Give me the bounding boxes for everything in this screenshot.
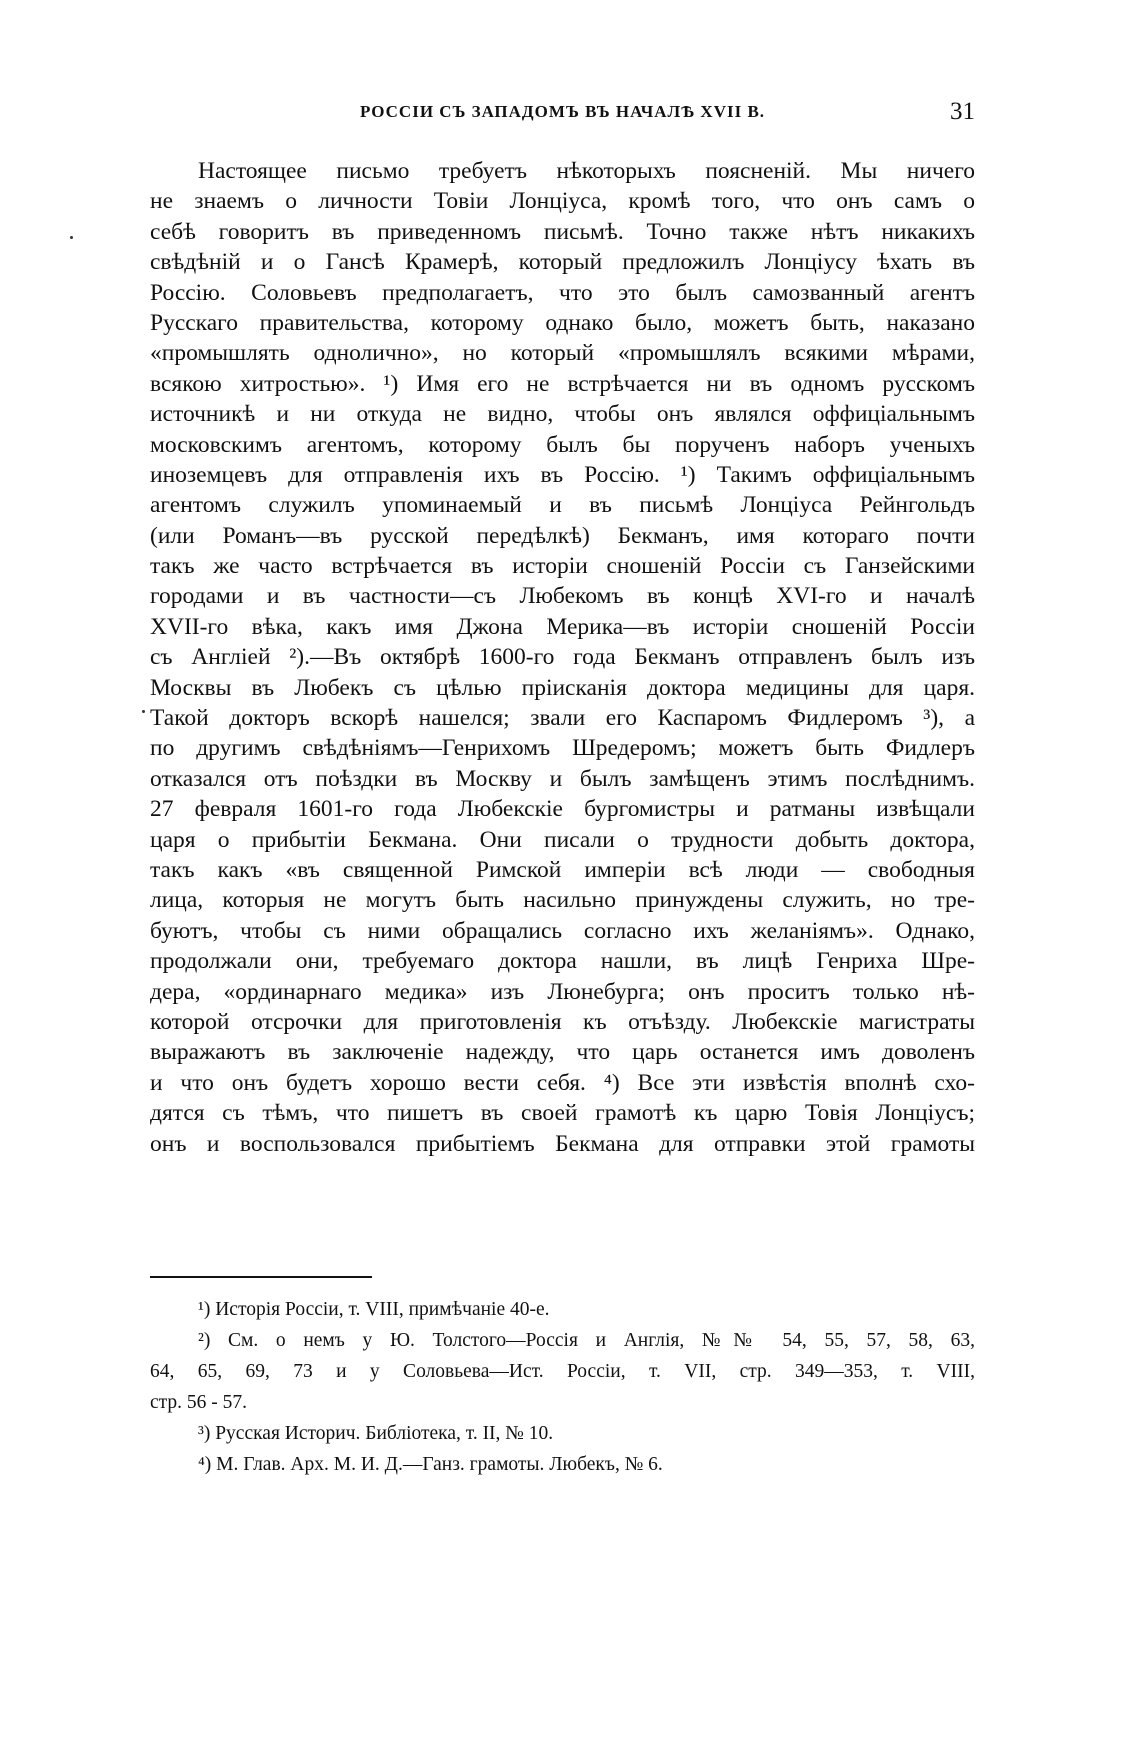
body-line: Москвы въ Любекъ съ цѣлью пріисканія доктора медицины для царя. [150, 674, 975, 701]
body-line: XVII-го вѣка, какъ имя Джона Мерика—въ исторіи сношеній Россіи [150, 613, 975, 640]
body-line: «промышлять однолично», но который «промышлялъ всякими мѣрами, [150, 340, 975, 367]
footnote-3: ³) Русская Историч. Библіотека, т. II, № 10. [198, 1423, 554, 1444]
body-line: (или Романъ—въ русской передѣлкѣ) Бекманъ, имя котораго почти [150, 522, 975, 549]
body-line: буютъ, чтобы съ ними обращались согласно ихъ желаніямъ». Однако, [150, 917, 975, 944]
body-line: Россію. Соловьевъ предполагаетъ, что это былъ самозванный агентъ [150, 279, 975, 306]
footnote-2: ²) См. о немъ у Ю. Толстого—Россія и Англія, №№ 54, 55, 57, 58, 63, [198, 1330, 975, 1351]
body-line: лица, которыя не могутъ быть насильно принуждены служить, но тре- [150, 887, 975, 914]
scan-speck [70, 236, 73, 239]
body-line: отказался отъ поѣздки въ Москву и былъ замѣщенъ этимъ послѣднимъ. [150, 765, 975, 792]
body-line: иноземцевъ для отправленія ихъ въ Россію. ¹) Такимъ оффиціальнымъ [150, 461, 975, 488]
body-line: царя о прибытіи Бекмана. Они писали о трудности добыть доктора, [150, 826, 975, 853]
body-line: онъ и воспользовался прибытіемъ Бекмана для отправки этой грамоты [150, 1130, 975, 1157]
body-line: Такой докторъ вскорѣ нашелся; звали его Каспаромъ Фидлеромъ ³), а [150, 705, 975, 732]
body-line: и что онъ будетъ хорошо вести себя. ⁴) Все эти извѣстія вполнѣ схо- [150, 1069, 975, 1096]
footnote-2-continued: 64, 65, 69, 73 и у Соловьева—Ист. Россіи, т. VII, стр. 349—353, т. VIII, [150, 1361, 975, 1382]
footnote-4: ⁴) М. Глав. Арх. М. И. Д.—Ганз. грамоты. Любекъ, № 6. [198, 1454, 663, 1475]
body-line: 27 февраля 1601-го года Любекскіе бургомистры и ратманы извѣщали [150, 796, 975, 823]
body-line: по другимъ свѣдѣніямъ—Генрихомъ Шредеромъ; можетъ быть Фидлеръ [150, 735, 975, 762]
page-number: 31 [950, 98, 975, 125]
running-head [150, 98, 975, 130]
body-line: источникѣ и ни откуда не видно, чтобы онъ являлся оффиціальнымъ [150, 401, 975, 428]
footnote-separator [150, 1276, 372, 1278]
body-line: продолжали они, требуемаго доктора нашли, въ лицѣ Генриха Шре- [150, 948, 975, 975]
scan-speck [142, 710, 145, 713]
body-line: выражаютъ въ заключеніе надежду, что царь останется имъ доволенъ [150, 1039, 975, 1066]
body-line: не знаемъ о личности Товіи Лонціуса, кромѣ того, что онъ самъ о [150, 188, 975, 215]
body-line: Настоящее письмо требуетъ нѣкоторыхъ поясненій. Мы ничего [198, 158, 975, 184]
body-line: себѣ говоритъ въ приведенномъ письмѣ. Точно также нѣтъ никакихъ [150, 218, 975, 245]
body-line: московскимъ агентомъ, которому былъ бы порученъ наборъ ученыхъ [150, 431, 975, 458]
body-line: свѣдѣній и о Гансѣ Крамерѣ, который предложилъ Лонціусу ѣхать въ [150, 249, 975, 276]
footnote-1: ¹) Исторія Россіи, т. VIII, примѣчаніе 40-е. [198, 1299, 550, 1320]
footnote-2-end: стр. 56 - 57. [150, 1392, 248, 1413]
footnotes [150, 1294, 975, 1480]
body-text [150, 156, 975, 1159]
running-title: РОССІИ СЪ ЗАПАДОМЪ ВЪ НАЧАЛѢ XVII В. [359, 102, 766, 121]
body-line: Русскаго правительства, которому однако было, можетъ быть, наказано [150, 309, 975, 336]
body-line: городами и въ частности—съ Любекомъ въ концѣ XVI-го и началѣ [150, 583, 975, 610]
body-line: дера, «ординарнаго медика» изъ Люнебурга; онъ проситъ только нѣ- [150, 978, 975, 1005]
body-line: съ Англіей ²).—Въ октябрѣ 1600-го года Бекманъ отправленъ былъ изъ [150, 644, 975, 671]
body-line: агентомъ служилъ упоминаемый и въ письмѣ Лонціуса Рейнгольдъ [150, 492, 975, 519]
body-line: такъ же часто встрѣчается въ исторіи сношеній Россіи съ Ганзейскими [150, 553, 975, 580]
body-line: дятся съ тѣмъ, что пишетъ въ своей грамотѣ къ царю Товія Лонціусъ; [150, 1100, 975, 1127]
body-line: такъ какъ «въ священной Римской имперіи всѣ люди — свободныя [150, 856, 975, 883]
body-line: которой отсрочки для приготовленія къ отъѣзду. Любекскіе магистраты [150, 1008, 975, 1035]
body-line: всякою хитростью». ¹) Имя его не встрѣчается ни въ одномъ русскомъ [150, 370, 975, 397]
